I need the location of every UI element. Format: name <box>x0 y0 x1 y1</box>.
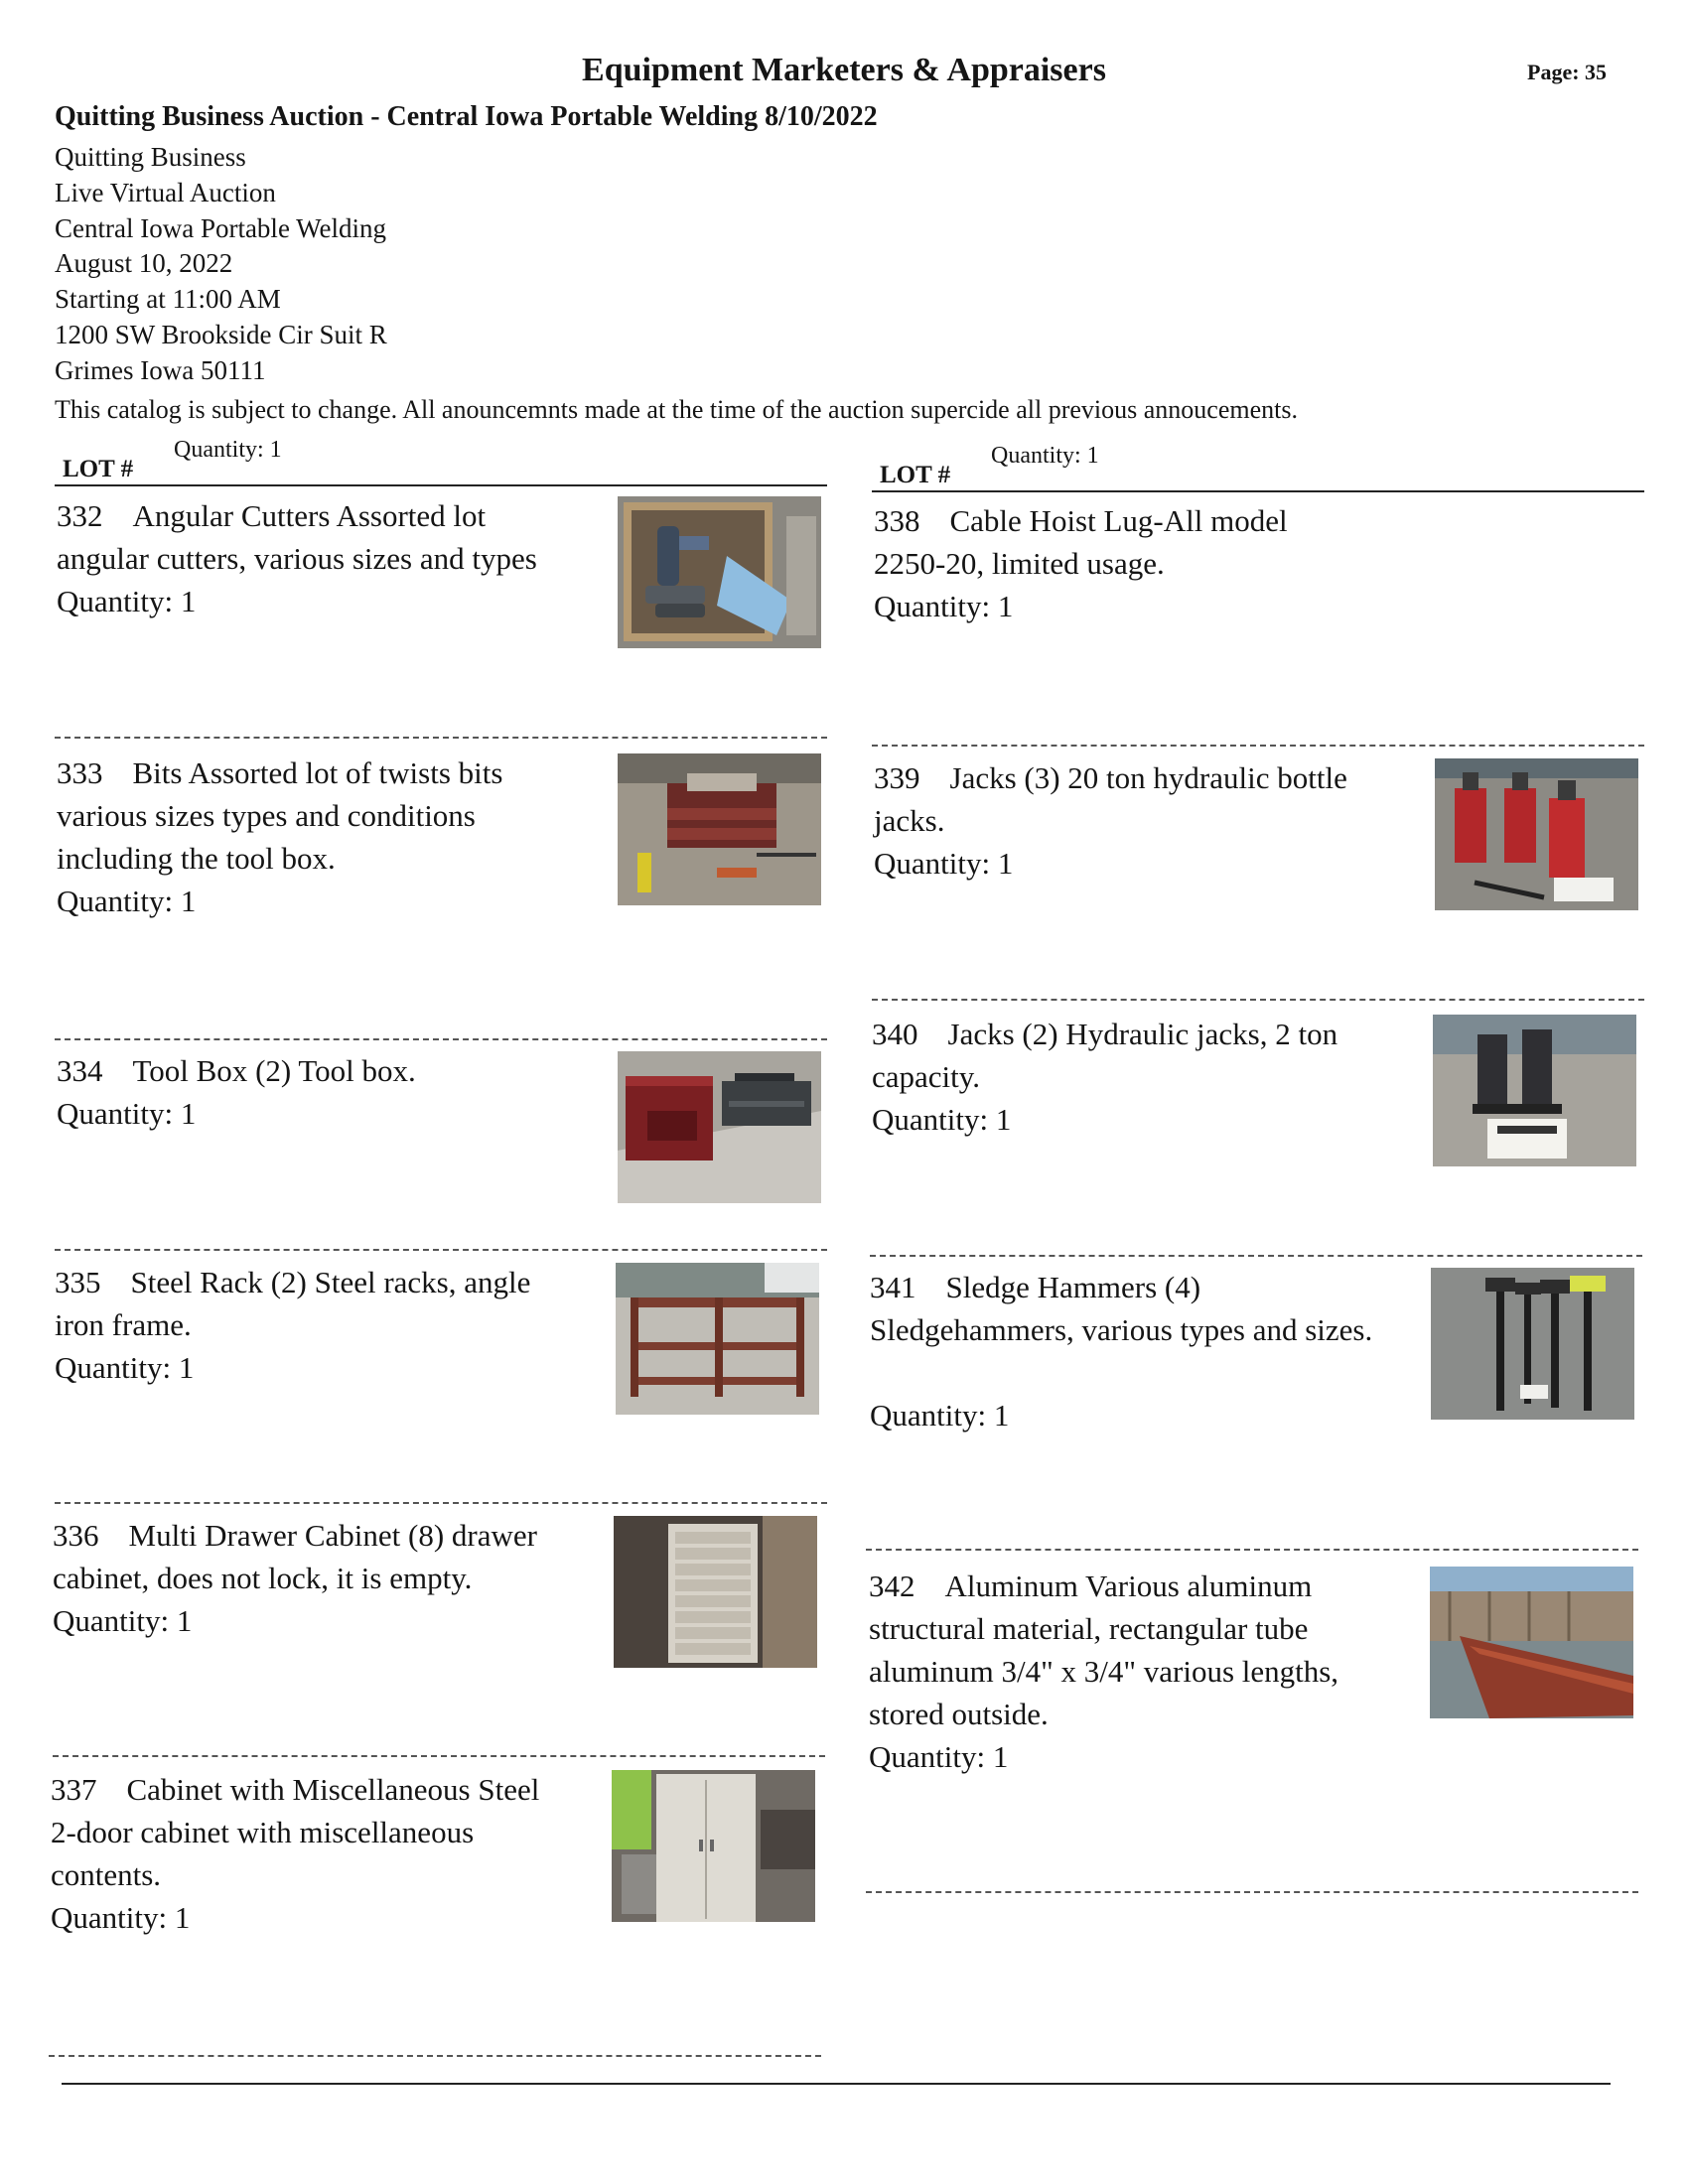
lot-title: Tool Box <box>132 1053 248 1088</box>
lot-number-heading: LOT # <box>880 462 951 488</box>
lot-desc: iron frame. <box>55 1307 192 1342</box>
lot-text <box>872 1013 1337 1141</box>
auction-title: Quitting Business Auction - Central Iowa Portable Welding 8/10/2022 <box>55 101 878 132</box>
lot-desc: capacity. <box>872 1059 980 1094</box>
column-rule <box>55 484 827 486</box>
lot-number: 336 <box>53 1518 99 1553</box>
lot-desc: aluminum 3/4" x 3/4" various lengths, <box>869 1654 1339 1689</box>
lot-text <box>870 1266 1372 1436</box>
lot-photo-tool-boxes <box>618 1051 821 1203</box>
lot-desc: including the tool box. <box>57 841 336 876</box>
lot-photo-bottle-jacks <box>1435 758 1638 910</box>
info-line: Central Iowa Portable Welding <box>55 212 386 243</box>
lot-photo-tool-box-bits <box>618 753 821 905</box>
lot-desc: cabinet, does not lock, it is empty. <box>53 1561 473 1595</box>
lot-divider <box>866 1549 1638 1551</box>
lot-title: Steel Rack <box>130 1265 263 1299</box>
lot-number: 335 <box>55 1265 101 1299</box>
lot-desc: 2250-20, limited usage. <box>874 546 1165 581</box>
lot-desc: stored outside. <box>869 1697 1049 1731</box>
lot-text <box>57 751 502 922</box>
auction-info <box>55 140 387 389</box>
lot-photo-drawer-cabinet <box>614 1516 817 1668</box>
lot-photo-sledge-hammers <box>1431 1268 1634 1420</box>
lot-title: Sledge Hammers <box>945 1270 1158 1304</box>
lot-text <box>874 756 1347 885</box>
lot-divider <box>55 1038 827 1040</box>
lot-number-heading: LOT # <box>63 456 134 482</box>
lot-quantity: Quantity: 1 <box>53 1603 193 1638</box>
info-line: Grimes Iowa 50111 <box>55 354 266 385</box>
lot-desc: (4) <box>1164 1270 1201 1304</box>
lot-desc: angular cutters, various sizes and types <box>57 541 537 576</box>
lot-quantity: Quantity: 1 <box>869 1739 1009 1774</box>
lot-text <box>51 1768 539 1939</box>
info-line: 1200 SW Brookside Cir Suit R <box>55 319 387 349</box>
catalog-notice: This catalog is subject to change. All anouncemnts made at the time of the auction supercide all previous annoucements. <box>55 395 1298 424</box>
lot-text <box>53 1514 537 1642</box>
lot-desc: various sizes types and conditions <box>57 798 476 833</box>
lot-divider <box>866 1891 1638 1893</box>
lot-title: Jacks <box>947 1017 1015 1051</box>
lot-divider <box>55 1249 827 1251</box>
lot-photo-steel-racks <box>616 1263 819 1415</box>
lot-quantity: Quantity: 1 <box>51 1900 191 1935</box>
lot-quantity: Quantity: 1 <box>874 846 1014 881</box>
page-number: Page: 35 <box>1527 60 1608 84</box>
lot-desc: Assorted lot <box>336 498 487 533</box>
lot-title: Angular Cutters <box>132 498 331 533</box>
lot-number: 337 <box>51 1772 97 1807</box>
quantity-heading: Quantity: 1 <box>991 443 1099 469</box>
lot-quantity: Quantity: 1 <box>57 884 197 918</box>
footer-rule <box>62 2083 1611 2085</box>
lot-title: Jacks <box>949 760 1017 795</box>
lot-desc: jacks. <box>874 803 945 838</box>
lot-divider <box>55 1502 827 1504</box>
lot-quantity: Quantity: 1 <box>55 1350 195 1385</box>
lot-number: 340 <box>872 1017 918 1051</box>
lot-quantity: Quantity: 1 <box>57 584 197 618</box>
lot-desc: structural material, rectangular tube <box>869 1611 1309 1646</box>
lot-divider <box>872 999 1644 1001</box>
info-line: Quitting Business <box>55 142 246 172</box>
company-name: Equipment Marketers & Appraisers <box>582 52 1106 88</box>
lot-number: 333 <box>57 755 103 790</box>
lot-photo-aluminum-tubes <box>1430 1567 1633 1718</box>
lot-divider <box>870 1255 1642 1257</box>
lot-number: 342 <box>869 1569 915 1603</box>
info-line: Live Virtual Auction <box>55 177 276 207</box>
lot-text <box>57 494 537 622</box>
lot-desc: Steel <box>478 1772 540 1807</box>
lot-photo-hydraulic-jacks <box>1433 1015 1636 1166</box>
lot-desc: Various aluminum <box>1085 1569 1313 1603</box>
lot-title: Cabinet with Miscellaneous <box>126 1772 471 1807</box>
lot-title: Cable Hoist <box>949 503 1096 538</box>
lot-quantity: Quantity: 1 <box>872 1102 1012 1137</box>
column-header-left <box>55 437 827 486</box>
info-line: August 10, 2022 <box>55 248 233 279</box>
lot-desc: (2) Tool box. <box>255 1053 416 1088</box>
lot-desc: 2-door cabinet with miscellaneous <box>51 1815 475 1849</box>
lot-desc: Lug-All model <box>1103 503 1288 538</box>
lot-photo-steel-cabinet <box>612 1770 815 1922</box>
lot-desc: (2) Hydraulic jacks, 2 ton <box>1022 1017 1338 1051</box>
lot-desc: (3) 20 ton hydraulic bottle <box>1024 760 1347 795</box>
lot-quantity: Quantity: 1 <box>870 1398 1010 1433</box>
lot-text <box>57 1049 416 1135</box>
lot-desc: (2) Steel racks, angle <box>270 1265 531 1299</box>
lot-title: Multi Drawer Cabinet <box>128 1518 401 1553</box>
lot-text <box>55 1261 530 1389</box>
lot-text <box>869 1565 1338 1778</box>
lot-photo-cutters <box>618 496 821 648</box>
lot-text <box>874 499 1288 627</box>
lot-number: 341 <box>870 1270 916 1304</box>
lot-number: 338 <box>874 503 920 538</box>
lot-quantity: Quantity: 1 <box>57 1096 197 1131</box>
lot-divider <box>872 745 1644 747</box>
lot-number: 339 <box>874 760 920 795</box>
lot-title: Aluminum <box>944 1569 1078 1603</box>
lot-divider <box>49 2055 821 2057</box>
lot-title: Bits <box>132 755 183 790</box>
lot-desc: (8) drawer <box>408 1518 537 1553</box>
quantity-heading: Quantity: 1 <box>174 437 282 463</box>
column-rule <box>872 490 1644 492</box>
lot-desc: Sledgehammers, various types and sizes. <box>870 1312 1373 1347</box>
lot-divider <box>55 737 827 739</box>
lot-quantity: Quantity: 1 <box>874 589 1014 623</box>
lot-desc: contents. <box>51 1857 162 1892</box>
info-line: Starting at 11:00 AM <box>55 284 281 315</box>
lot-desc: Assorted lot of twists bits <box>188 755 503 790</box>
lot-divider <box>53 1755 825 1757</box>
lot-number: 334 <box>57 1053 103 1088</box>
column-header-right <box>872 443 1644 492</box>
lot-number: 332 <box>57 498 103 533</box>
